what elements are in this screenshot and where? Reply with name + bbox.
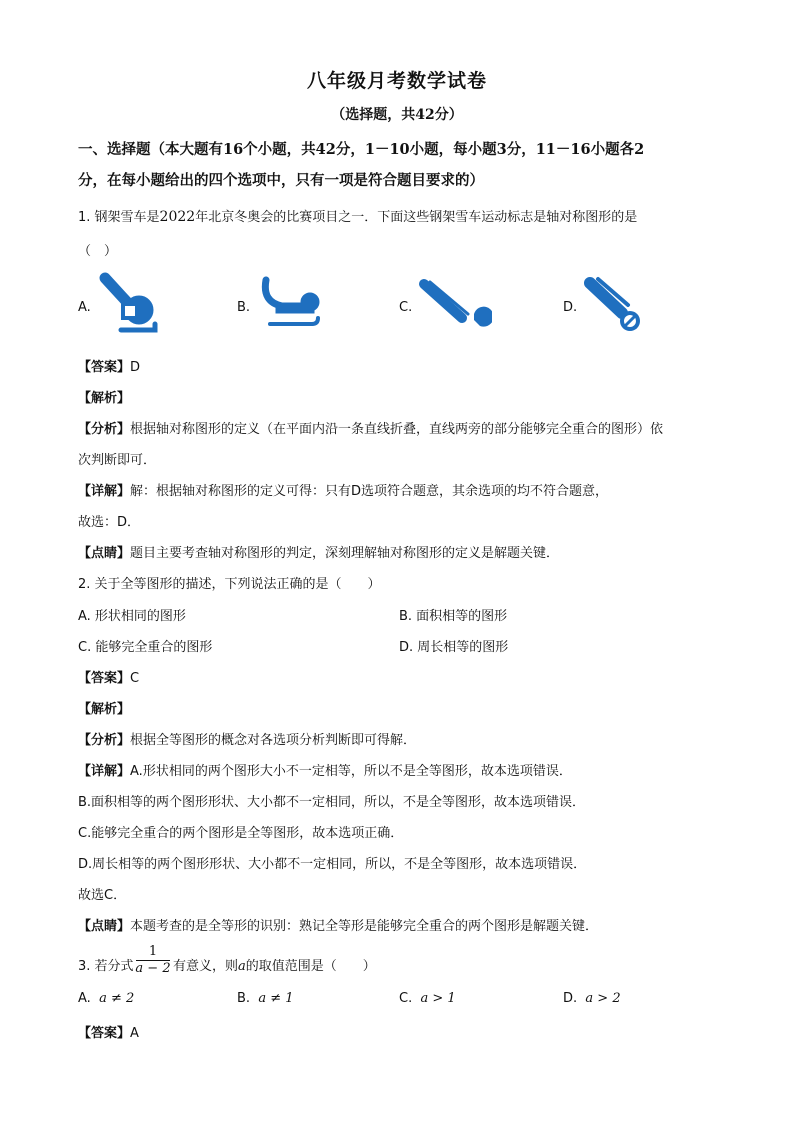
q2-xiangjie-text-2: B.面积相等的两个图形形状、大小都不一定相同，所以，不是全等图形，故本选项错误． — [78, 795, 586, 810]
q1-answer — [78, 356, 140, 375]
section-heading-line2: 分，在每小题给出的四个选项中，只有一项是符合题目要求的） — [78, 172, 484, 189]
q3-answer-value: A — [130, 1026, 139, 1041]
skeleton-sled-icon-c — [418, 278, 492, 332]
q2-xiangjie — [78, 760, 572, 779]
q3-option-c — [399, 991, 456, 1006]
q2-option-c: C. 能够完全重合的图形 — [78, 640, 213, 655]
q3-option-c-label: C. — [399, 991, 413, 1006]
q3-option-a-text: a ≠ 2 — [99, 991, 135, 1006]
q1-xiangjie-label: 【详解】 — [78, 484, 131, 499]
q1-option-d-label: D. — [563, 300, 578, 315]
q3-option-a-label: A. — [78, 991, 91, 1006]
q3-option-d-text: a > 2 — [585, 991, 621, 1006]
q2-analysis-label: 【解析】 — [78, 702, 131, 717]
q1-fenxi-text-2: 次判断即可． — [78, 453, 157, 468]
q1-stem-a: 1. 钢架雪车是 — [78, 210, 160, 225]
q2-option-d: D. 周长相等的图形 — [399, 640, 509, 655]
q1-dianjing — [78, 542, 559, 561]
q1-dianjing-label: 【点睛】 — [78, 546, 131, 561]
q3-option-b-text: a ≠ 1 — [258, 991, 294, 1006]
q1-xiangjie-text: 解：根据轴对称图形的定义可得：只有D选项符合题意，其余选项的均不符合题意， — [130, 484, 609, 499]
q1-answer-value: D — [130, 360, 141, 375]
q2-dianjing-text: 本题考查的是全等形的识别：熟记全等形是能够完全重合的两个图形是解题关键． — [130, 919, 599, 934]
q3-variable: a — [238, 959, 246, 974]
page-title: 八年级月考数学试卷 — [306, 70, 487, 92]
q1-dianjing-text: 题目主要考查轴对称图形的判定，深刻理解轴对称图形的定义是解题关键． — [130, 546, 560, 561]
q1-answer-label: 【答案】 — [78, 360, 131, 375]
q2-fenxi-label: 【分析】 — [78, 733, 131, 748]
q2-fenxi — [78, 729, 416, 748]
q3-option-d-label: D. — [563, 991, 578, 1006]
q2-answer-label: 【答案】 — [78, 671, 131, 686]
q2-xiangjie-text-4: D.周长相等的两个图形形状、大小都不一定相同，所以，不是全等图形，故本选项错误． — [78, 857, 587, 872]
q3-option-a — [78, 991, 134, 1006]
q3-option-d — [563, 991, 621, 1006]
q1-stem-b: 年北京冬奥会的比赛项目之一．下面这些钢架雪车运动标志是轴对称图形的是 — [195, 210, 638, 225]
skeleton-sled-icon-a — [95, 272, 165, 340]
q3-fraction — [135, 944, 171, 977]
section-heading-line1: 一、选择题（本大题有16个小题，共42分，1－10小题，每小题3分，11－16小题各2 — [78, 141, 645, 158]
q3-fraction-numerator: 1 — [148, 944, 158, 959]
q1-stem-year: 2022 — [159, 209, 196, 225]
q1-option-c-label: C. — [399, 300, 413, 315]
skeleton-sled-icon-b — [256, 276, 322, 336]
q2-xiangjie-text-1: A.形状相同的两个图形大小不一定相等，所以不是全等图形，故本选项错误． — [130, 764, 572, 779]
q2-xiangjie-label: 【详解】 — [78, 764, 131, 779]
q1-fenxi-text-1: 根据轴对称图形的定义（在平面内沿一条直线折叠，直线两旁的部分能够完全重合的图形）依 — [130, 422, 664, 437]
q3-option-b — [237, 991, 294, 1006]
q2-fenxi-text: 根据全等图形的概念对各选项分析判断即可得解． — [130, 733, 417, 748]
q3-option-c-text: a > 1 — [420, 991, 456, 1006]
q1-paren: （ ） — [78, 244, 118, 259]
q2-option-b: B. 面积相等的图形 — [399, 609, 508, 624]
q1-option-a-label: A. — [78, 300, 91, 315]
q2-answer-value: C — [130, 671, 140, 686]
q1-fenxi — [78, 418, 663, 437]
q1-fenxi-label: 【分析】 — [78, 422, 131, 437]
q2-dianjing-label: 【点睛】 — [78, 919, 131, 934]
q1-analysis-label: 【解析】 — [78, 391, 131, 406]
page-subtitle: （选择题，共42分） — [331, 107, 463, 123]
q1-xiangjie — [78, 480, 608, 499]
q3-stem-a: 3. 若分式 — [78, 959, 134, 974]
q3-option-b-label: B. — [237, 991, 251, 1006]
q2-xiangjie-text-3: C.能够完全重合的两个图形是全等图形，故本选项正确． — [78, 826, 404, 841]
q2-stem: 2. 关于全等图形的描述，下列说法正确的是（ ） — [78, 577, 381, 592]
q2-option-a: A. 形状相同的图形 — [78, 609, 186, 624]
q1-option-b-label: B. — [237, 300, 251, 315]
q3-fraction-denominator: a − 2 — [135, 961, 171, 976]
q2-guxuan: 故选C． — [78, 888, 127, 903]
q1-guxuan: 故选：D． — [78, 515, 141, 530]
q2-answer — [78, 667, 139, 686]
q3-stem-rest — [173, 955, 376, 974]
q3-stem-c: 的取值范围是（ ） — [245, 959, 376, 974]
q3-stem-b: 有意义，则 — [173, 959, 239, 974]
q3-answer-label: 【答案】 — [78, 1026, 131, 1041]
q3-answer — [78, 1022, 139, 1041]
q2-dianjing — [78, 915, 598, 934]
skeleton-sled-icon-d — [582, 275, 646, 337]
q1-stem — [78, 206, 637, 225]
